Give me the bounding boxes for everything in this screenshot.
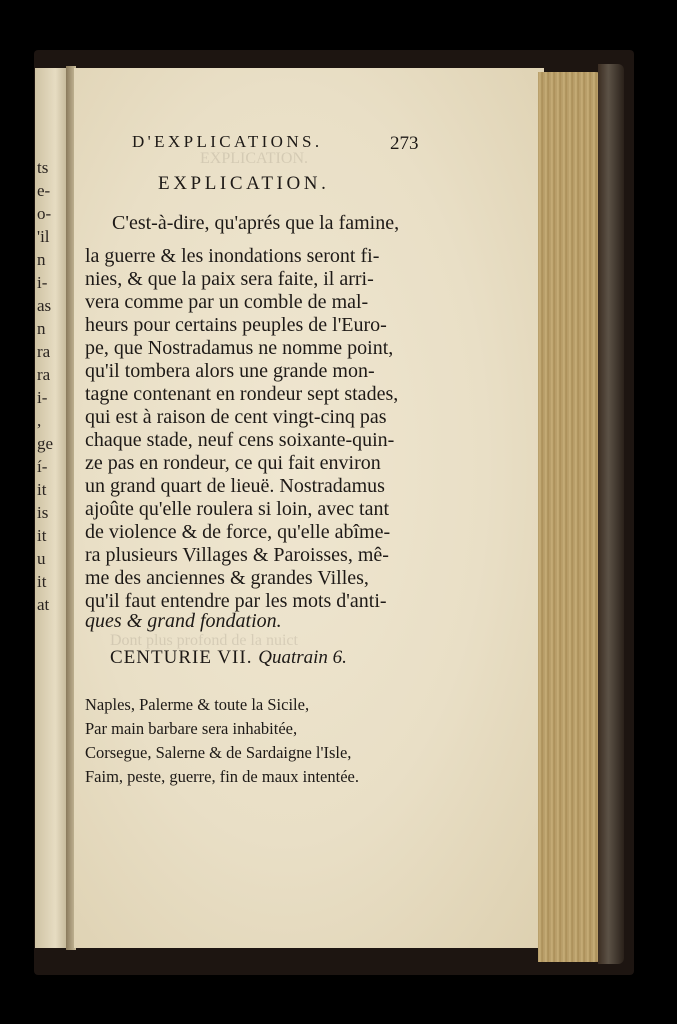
left-page-fragment: 'il — [37, 227, 50, 246]
left-page-fragment: e- — [37, 181, 51, 200]
paragraph-line: la guerre & les inondations seront fi- — [85, 245, 380, 267]
quatrain-label: Quatrain 6. — [258, 647, 347, 668]
page-block-edge — [538, 72, 606, 962]
left-page-fragment: ra — [37, 342, 51, 361]
paragraph-line: qu'il faut entendre par les mots d'anti- — [85, 590, 387, 612]
left-page-fragment: ge — [37, 434, 54, 453]
cover-spine-edge — [598, 64, 624, 964]
paragraph-line: ques & grand fondation. — [85, 610, 282, 632]
verse-line: Par main barbare sera inhabitée, — [85, 719, 298, 738]
left-page-edge — [35, 68, 69, 948]
left-page-fragment: is — [37, 503, 49, 522]
paragraph-line: chaque stade, neuf cens soixante-quin- — [85, 429, 395, 451]
verse-line: Naples, Palerme & toute la Sicile, — [85, 695, 310, 714]
left-page-fragment: it — [37, 480, 47, 499]
left-page-fragment: i- — [37, 388, 48, 407]
bleed-through-text: EXPLICATION. — [200, 150, 308, 167]
paragraph-line: heurs pour certains peuples de l'Euro- — [85, 314, 387, 336]
left-page-fragment: o- — [37, 204, 52, 223]
section-heading: EXPLICATION. — [158, 173, 330, 194]
left-page-fragment: it — [37, 526, 47, 545]
left-page-fragment: at — [37, 595, 50, 614]
left-page-fragment: ts — [37, 158, 49, 177]
paragraph-line: C'est-à-dire, qu'aprés que la famine, — [112, 212, 400, 234]
left-page-fragment: n — [37, 250, 46, 269]
paragraph-line: me des anciennes & grandes Villes, — [85, 567, 369, 589]
paragraph-line: un grand quart de lieuë. Nostradamus — [85, 475, 385, 497]
left-page-fragment: ra — [37, 365, 51, 384]
left-page-fragment: u — [37, 549, 46, 568]
centurie-heading — [110, 647, 347, 669]
verse-line: Corsegue, Salerne & de Sardaigne l'Isle, — [85, 743, 352, 762]
paragraph-line: qu'il tombera alors une grande mon- — [85, 360, 375, 382]
paragraph-line: tagne contenant en rondeur sept stades, — [85, 383, 399, 405]
left-page-fragment: í- — [37, 457, 48, 476]
running-header: D'EXPLICATIONS. — [132, 132, 323, 151]
paragraph-line: ajoûte qu'elle roulera si loin, avec tant — [85, 498, 390, 520]
page-number: 273 — [390, 133, 419, 154]
paragraph-line: qui est à raison de cent vingt-cinq pas — [85, 406, 387, 428]
centurie-label: CENTURIE VII. — [110, 647, 253, 668]
verse-line: Faim, peste, guerre, fin de maux intentée. — [85, 767, 359, 786]
left-page-fragment: it — [37, 572, 47, 591]
paragraph-line: ra plusieurs Villages & Paroisses, mê- — [85, 544, 389, 566]
left-page-fragment: , — [37, 411, 42, 430]
left-page-fragment: i- — [37, 273, 48, 292]
paragraph-line: ze pas en rondeur, ce qui fait environ — [85, 452, 381, 474]
bleed-through-text: Dont plus profond de la nuict — [110, 632, 298, 649]
paragraph-line: pe, que Nostradamus ne nomme point, — [85, 337, 394, 359]
left-page-fragment: as — [37, 296, 52, 315]
paragraph-line: de violence & de force, qu'elle abîme- — [85, 521, 391, 543]
paragraph-line: nies, & que la paix sera faite, il arri- — [85, 268, 374, 290]
left-page-fragment: n — [37, 319, 46, 338]
paragraph-line: vera comme par un comble de mal- — [85, 291, 369, 313]
